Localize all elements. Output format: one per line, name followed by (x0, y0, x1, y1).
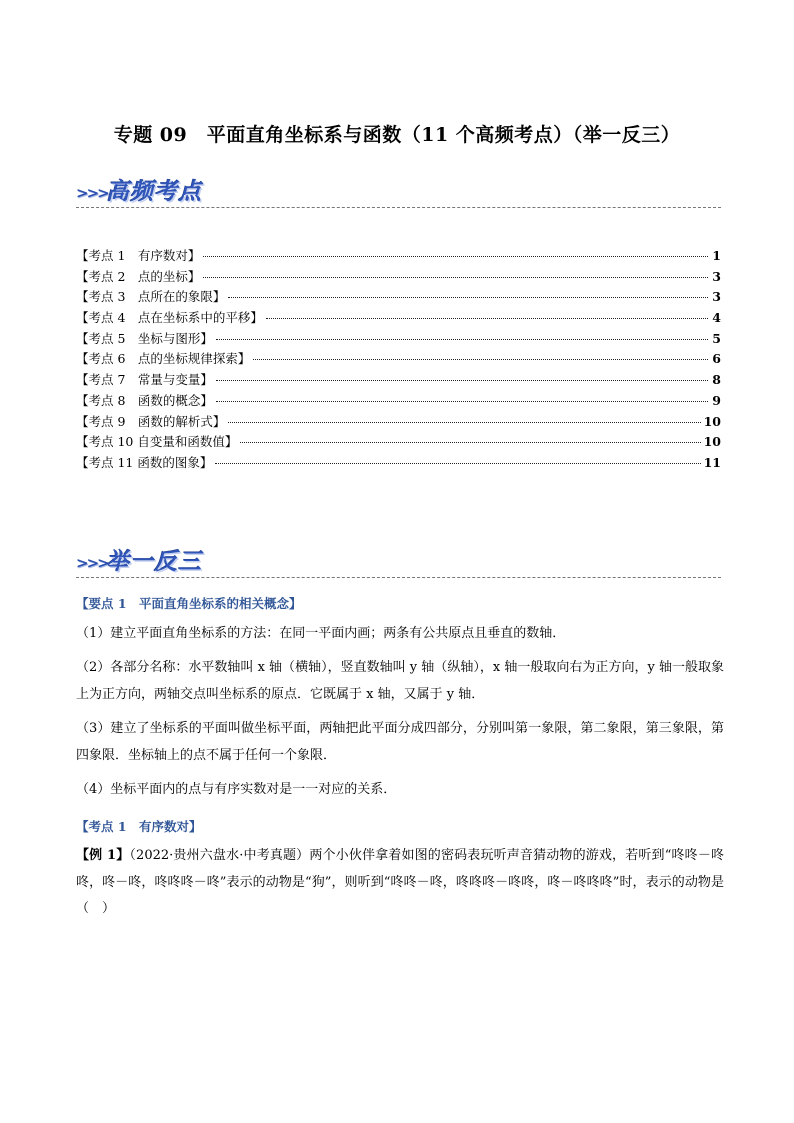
toc-leader (266, 318, 708, 319)
toc-row[interactable] (76, 391, 721, 412)
table-of-contents (76, 246, 721, 474)
toc-leader (215, 463, 700, 464)
example-label: 【例 1】 (76, 848, 130, 863)
toc-page: 3 (712, 268, 721, 284)
keypoint-paragraph-3: （3）建立了坐标系的平面叫做坐标平面，两轴把此平面分成四部分，分别叫第一象限，第二象限，第三象限，第四象限．坐标轴上的点不属于任何一个象限． (76, 721, 724, 763)
toc-page: 11 (703, 454, 721, 470)
toc-label: 【考点 10 自变量和函数值】 (76, 434, 238, 450)
toc-page: 1 (712, 248, 721, 263)
toc-leader (253, 359, 708, 360)
keypoint-paragraph-1: （1）建立平面直角坐标系的方法：在同一平面内画；两条有公共原点且垂直的数轴． (76, 626, 566, 641)
example-1 (76, 843, 724, 923)
toc-leader (228, 297, 708, 298)
toc-row[interactable] (76, 370, 721, 391)
toc-row[interactable] (76, 246, 721, 267)
toc-row[interactable] (76, 349, 721, 370)
toc-page: 8 (712, 372, 721, 388)
toc-label: 【考点 3 点所在的象限】 (76, 289, 226, 305)
toc-label: 【考点 5 坐标与图形】 (76, 330, 213, 346)
toc-row[interactable] (76, 432, 721, 453)
example-body: （2022·贵州六盘水·中考真题）两个小伙伴拿着如图的密码表玩听声音猜动物的游戏，若听到“咚咚－咚咚，咚－咚，咚咚咚－咚”表示的动物是“狗”，则听到“咚咚－咚，咚咚咚－咚咚，咚－咚咚咚”时，表示的动物是（ ） (76, 848, 724, 916)
toc-page: 5 (712, 330, 721, 346)
banner-arrows-icon: >>> (76, 184, 108, 202)
toc-page: 6 (712, 351, 721, 367)
toc-label: 【考点 4 点在坐标系中的平移】 (76, 310, 263, 326)
toc-label: 【考点 1 有序数对】 (76, 248, 201, 263)
toc-leader (216, 401, 708, 402)
toc-leader (228, 422, 700, 423)
toc-label: 【考点 7 常量与变量】 (76, 372, 213, 388)
toc-label: 【考点 8 函数的概念】 (76, 392, 213, 408)
toc-row[interactable] (76, 453, 721, 474)
toc-leader (240, 442, 700, 443)
banner-divider (76, 207, 721, 208)
toc-row[interactable] (76, 308, 721, 329)
keypoint-paragraph-4: （4）坐标平面内的点与有序实数对是一一对应的关系． (76, 782, 397, 797)
toc-page: 4 (712, 310, 721, 326)
keypoint-heading: 【要点 1 平面直角坐标系的相关概念】 (76, 596, 302, 611)
toc-row[interactable] (76, 412, 721, 433)
document-title: 专题 09 平面直角坐标系与函数（11 个高频考点）（举一反三） (113, 124, 681, 146)
toc-row[interactable] (76, 287, 721, 308)
banner-title: 举一反三 (106, 548, 202, 575)
banner-high-frequency (76, 172, 721, 208)
toc-label: 【考点 6 点的坐标规律探索】 (76, 351, 251, 367)
toc-page: 10 (703, 434, 721, 450)
toc-leader (203, 277, 708, 278)
toc-leader (216, 339, 708, 340)
toc-row[interactable] (76, 267, 721, 288)
toc-page: 9 (712, 392, 721, 408)
banner-title: 高频考点 (106, 178, 202, 205)
toc-leader (216, 380, 708, 381)
toc-row[interactable] (76, 329, 721, 350)
banner-divider (76, 577, 721, 578)
banner-examples (76, 542, 721, 578)
toc-leader (203, 256, 708, 257)
toc-label: 【考点 9 函数的解析式】 (76, 413, 226, 429)
banner-arrows-icon: >>> (76, 554, 108, 572)
keypoint-paragraph-2: （2）各部分名称：水平数轴叫 x 轴（横轴），竖直数轴叫 y 轴（纵轴），x 轴一般取向右为正方向，y 轴一般取象上为正方向，两轴交点叫坐标系的原点．它既属于 x 轴，又属于 y 轴． (76, 660, 724, 702)
toc-page: 3 (712, 289, 721, 305)
toc-label: 【考点 11 函数的图象】 (76, 454, 213, 470)
toc-page: 10 (703, 413, 721, 429)
toc-label: 【考点 2 点的坐标】 (76, 268, 201, 284)
exam-heading: 【考点 1 有序数对】 (76, 819, 202, 834)
